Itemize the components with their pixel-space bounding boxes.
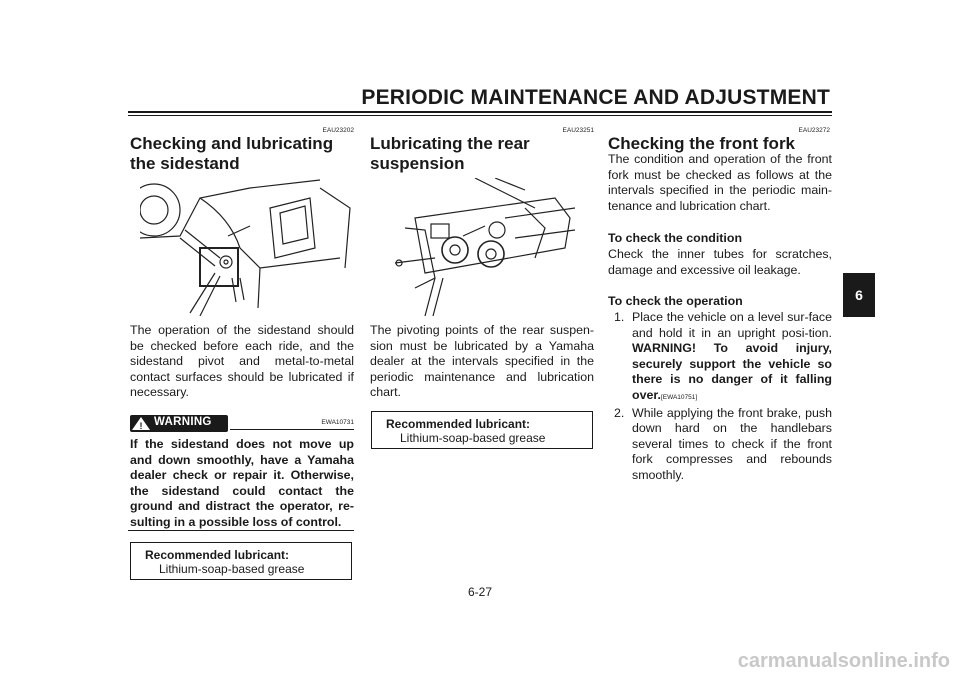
header-rule	[128, 111, 832, 113]
subheading-operation: To check the operation	[608, 294, 743, 308]
svg-text:!: !	[139, 421, 143, 431]
step-text: While applying the front brake, push down hard on the handlebars several times to check if the front fork compresses and rebounds smoothly.	[632, 405, 832, 482]
watermark: carmanualsonline.info	[737, 650, 950, 672]
list-item	[608, 406, 832, 484]
lubricant-box	[371, 411, 593, 449]
condition-text: Check the inner tubes for scratches, damage and excessive oil leakage.	[608, 247, 832, 277]
lubricant-value: Lithium-soap-based grease	[159, 562, 305, 576]
section-paragraph: The condition and operation of the front fork must be checked as follows at the intervals specified in the periodic main-tenance and lubrication chart.	[608, 152, 832, 213]
chapter-tab: 6	[843, 273, 875, 317]
section-heading: Lubricating the rear suspension	[370, 134, 530, 173]
section-paragraph: The operation of the sidestand should be checked before each ride, and the sidestand pivot and metal-to-metal contact surfaces should be lubricated if necessary.	[130, 323, 354, 400]
page-title: PERIODIC MAINTENANCE AND ADJUSTMENT	[361, 86, 830, 109]
lubricant-label: Recommended lubricant:	[145, 548, 290, 562]
warning-rule	[230, 429, 354, 430]
step-list	[608, 310, 832, 484]
section-heading: Checking and lubricating the sidestand	[130, 134, 334, 173]
subheading-condition: To check the condition	[608, 231, 743, 245]
page-number: 6-27	[467, 585, 493, 599]
lubricant-box	[130, 542, 352, 580]
section-paragraph: The pivoting points of the rear suspen-sion must be lubricated by a Yamaha dealer at the intervals specified in the periodic maintenance and lubrication chart.	[370, 323, 594, 400]
step-warning-code: [EWA10751]	[660, 393, 698, 401]
step-text: Place the vehicle on a level sur-face and hold it in an upright posi-tion.	[632, 310, 832, 340]
header-rule-thin	[128, 115, 832, 116]
section-code: EAU23251	[562, 127, 594, 134]
rear-suspension-illustration	[395, 178, 575, 316]
warning-bottom-rule	[128, 530, 354, 531]
sidestand-illustration	[140, 178, 352, 316]
section-code: EAU23202	[322, 127, 354, 134]
step-warning: WARNING! To avoid injury, securely support the vehicle so there is no danger of it falling over.	[632, 341, 832, 402]
warning-code: EWA10731	[321, 419, 354, 426]
section-code: EAU23272	[798, 127, 830, 134]
list-item	[608, 310, 832, 406]
step-number: 1.	[614, 310, 625, 324]
warning-label: WARNING	[154, 416, 212, 428]
warning-text: If the sidestand does not move up and down smoothly, have a Yamaha dealer check or repair it. Otherwise, the sidestand could contact the ground and distract the operator, re-sulting in a possible loss of control.	[130, 437, 354, 529]
section-heading: Checking the front fork	[608, 134, 796, 153]
lubricant-label: Recommended lubricant:	[386, 417, 531, 431]
step-number: 2.	[614, 405, 625, 420]
lubricant-value: Lithium-soap-based grease	[400, 431, 546, 445]
